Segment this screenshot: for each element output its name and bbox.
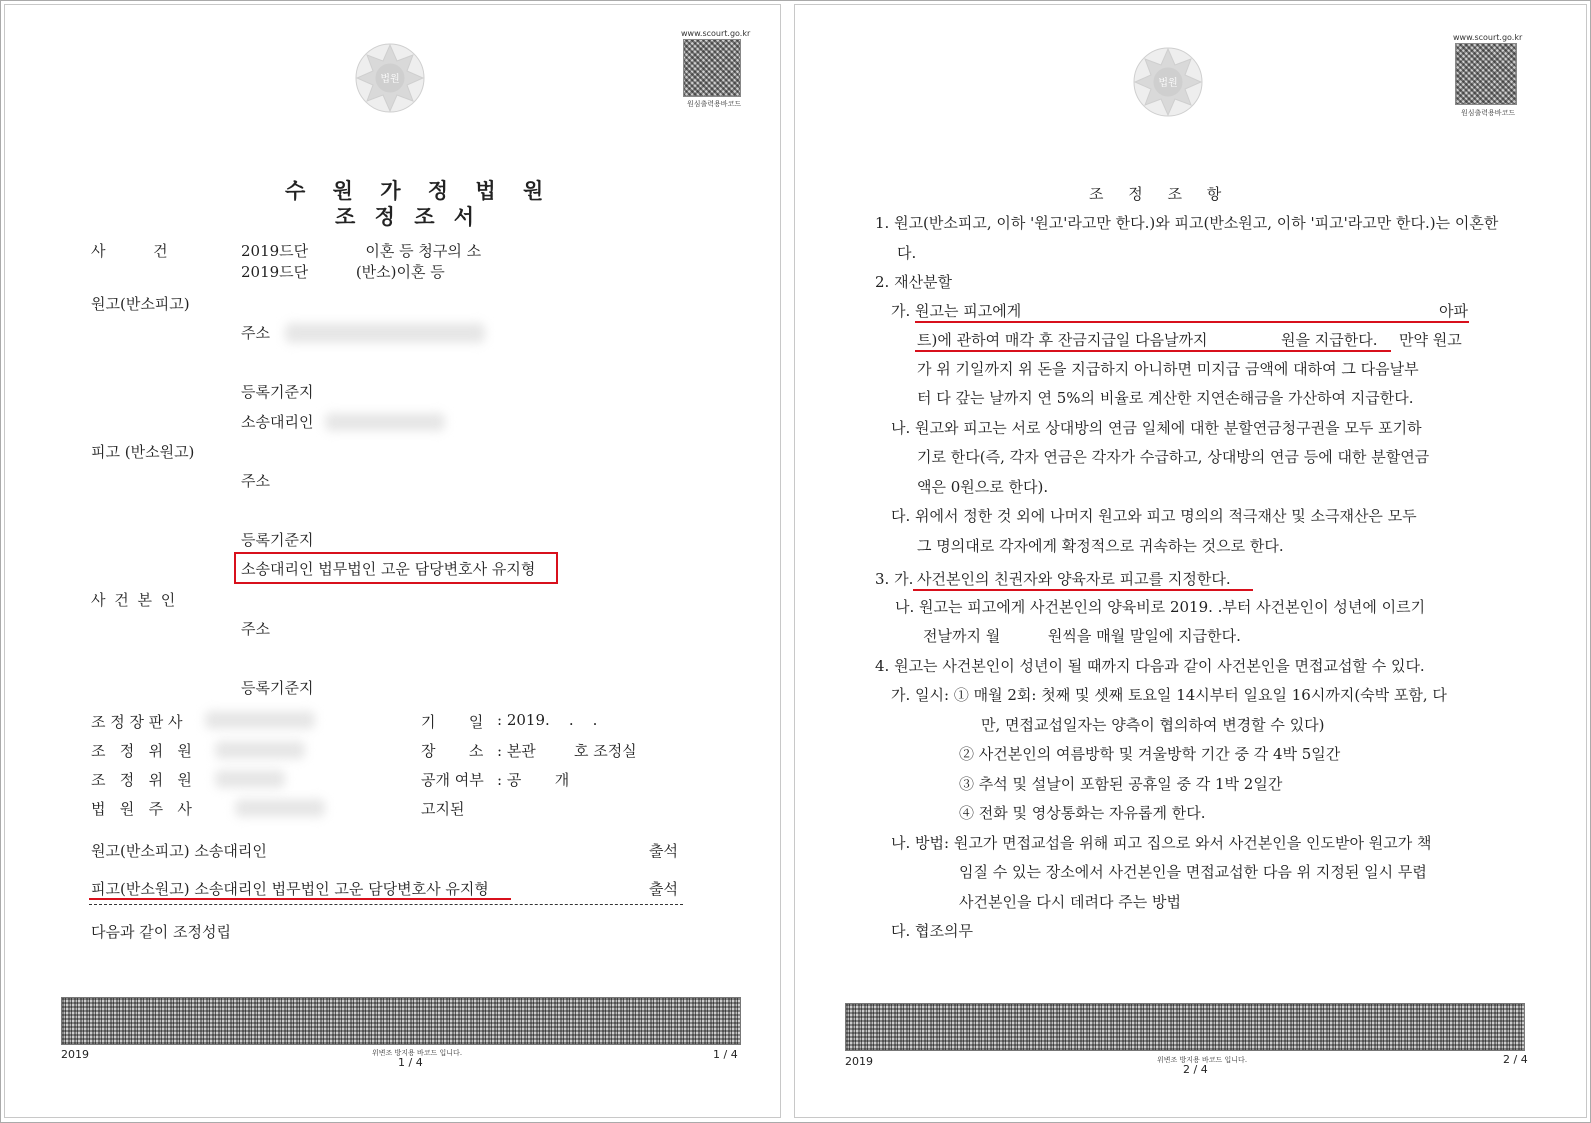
clause-line: 나. 방법: 원고가 면접교섭을 위해 피고 집으로 와서 사건본인을 인도받아 원고가 책 [891, 834, 1432, 852]
attendance-plaintiff-status: 출석 [649, 842, 678, 860]
document-title: 조 정 조 서 [335, 204, 481, 229]
qr-code-icon [1455, 43, 1517, 105]
plaintiff-address-label: 주소 [241, 324, 270, 342]
clause-line: 가 위 기일까지 위 돈을 지급하지 아니하면 미지급 금액에 대하여 그 다음날부 [917, 360, 1419, 378]
clause-line: 그 명의대로 각자에게 확정적으로 귀속하는 것으로 한다. [917, 537, 1284, 555]
clause-line: 가. 원고는 피고에게 [891, 302, 1022, 320]
clause-line: 2. 재산분할 [875, 273, 953, 291]
emblem-label: 법원 [380, 74, 400, 85]
clause-line: 사건본인의 친권자와 양육자로 피고를 지정한다. [917, 570, 1231, 588]
clause-line: 4. 원고는 사건본인이 성년이 될 때까지 다음과 같이 사건본인을 면접교섭할 수 있다. [875, 657, 1425, 675]
clause-line: ④ 전화 및 영상통화는 자유롭게 한다. [959, 804, 1206, 822]
public-value: : 공 개 [497, 771, 570, 789]
document-page-2 [794, 4, 1587, 1118]
place-label: 장 소 [421, 742, 484, 760]
place-value: : 본관 호 조정실 [497, 742, 637, 760]
attendance-defendant-status: 출석 [649, 880, 678, 898]
clause-line: 임질 수 있는 장소에서 사건본인을 면접교섭한 다음 위 지정된 일시 무렵 [959, 863, 1427, 881]
clause-line: 1. 원고(반소피고, 이하 '원고'라고만 한다.)와 피고(반소원고, 이하 '피고'라고만 한다.)는 이혼한 [875, 214, 1499, 232]
redacted-block [285, 323, 485, 343]
qr-url: www.scourt.go.kr [1453, 33, 1523, 42]
attendance-plaintiff: 원고(반소피고) 소송대리인 [91, 842, 267, 860]
clause-line: 트)에 관하여 매각 후 잔금지급일 다음날까지 [917, 331, 1208, 349]
clause-line: 원을 지급한다. [1281, 331, 1378, 349]
anti-forgery-barcode [845, 1003, 1525, 1051]
plaintiff-attorney-label: 소송대리인 [241, 413, 314, 431]
defendant-attorney: 소송대리인 법무법인 고운 담당변호사 유지형 [241, 560, 536, 578]
date-value: : 2019. . . [497, 711, 598, 729]
defendant-label: 피고 (반소원고) [91, 443, 195, 461]
underline-highlight [915, 350, 1391, 352]
underline-highlight [89, 898, 511, 900]
official-label: 법 원 주 사 [91, 800, 192, 818]
redacted-block [215, 770, 285, 788]
clause-line: 다. 위에서 정한 것 외에 나머지 원고와 피고 명의의 적극재산 및 소극재산은 모두 [891, 507, 1417, 525]
principal-domicile-label: 등록기준지 [241, 679, 314, 697]
attendance-defendant: 피고(반소원고) 소송대리인 법무법인 고운 담당변호사 유지형 [91, 880, 489, 898]
underline-highlight [915, 321, 1469, 323]
footer-year: 2019 [61, 1048, 89, 1061]
qr-caption: 원심출력용바코드 [687, 100, 742, 108]
footer-year: 2019 [845, 1055, 873, 1068]
document-page-1 [4, 4, 781, 1118]
defendant-domicile-label: 등록기준지 [241, 531, 314, 549]
qr-code-icon [683, 39, 741, 97]
anti-forgery-barcode [61, 997, 741, 1045]
clause-line: 액은 0원으로 한다). [917, 478, 1049, 496]
clause-line: 사건본인을 다시 데려다 주는 방법 [959, 893, 1181, 911]
clause-line: 기로 한다(즉, 각자 연금은 각자가 수급하고, 상대방의 연금 등에 대한 분할연금 [917, 448, 1430, 466]
emblem-label: 법원 [1158, 78, 1178, 89]
qr-url: www.scourt.go.kr [681, 29, 751, 38]
footer-barcode-note: 위변조 방지용 바코드 입니다. [372, 1049, 463, 1057]
clause-line: 터 다 갚는 날까지 연 5%의 비율로 계산한 지연손해금을 가산하여 지급한다. [917, 389, 1414, 407]
qr-caption: 원심출력용바코드 [1461, 109, 1516, 117]
defendant-address-label: 주소 [241, 472, 270, 490]
court-name-title: 수 원 가 정 법 원 [285, 178, 554, 203]
case-label: 사 건 [91, 242, 168, 260]
principal-address-label: 주소 [241, 620, 270, 638]
clause-line: 아파 [1439, 302, 1468, 320]
clause-line: 나. 원고와 피고는 서로 상대방의 연금 일체에 대한 분할연금청구권을 모두 포기하 [891, 419, 1422, 437]
clause-line: 만, 면접교섭일자는 양측이 협의하여 변경할 수 있다) [981, 716, 1325, 734]
case-number-2: 2019드단 (반소)이혼 등 [241, 263, 445, 281]
clause-line: 나. 원고는 피고에게 사건본인의 양육비로 2019. .부터 사건본인이 성년에 이르기 [895, 598, 1426, 616]
plaintiff-domicile-label: 등록기준지 [241, 383, 314, 401]
clause-line: 전날까지 월 원씩을 매월 말일에 지급한다. [923, 627, 1241, 645]
clause-line: 가. 일시: ① 매월 2회: 첫째 및 셋째 토요일 14시부터 일요일 16시까지(숙박 포함, 다 [891, 686, 1447, 704]
date-label: 기 일 [421, 713, 484, 731]
notified-label: 고지된 [421, 800, 465, 818]
redacted-block [325, 413, 445, 431]
clause-line: 다. [897, 244, 917, 262]
clause-line: ② 사건본인의 여름방학 및 겨울방학 기간 중 각 4박 5일간 [959, 745, 1341, 763]
principal-label: 사 건 본 인 [91, 591, 178, 609]
redacted-block [235, 799, 325, 817]
footer-page-center: 2 / 4 [1183, 1063, 1208, 1076]
public-label: 공개 여부 [421, 771, 484, 789]
footer-page-number: 1 / 4 [713, 1048, 738, 1061]
clause-line: ③ 추석 및 설날이 포함된 공휴일 중 각 1박 2일간 [959, 775, 1283, 793]
court-emblem-icon [1131, 45, 1205, 119]
dashed-divider [89, 904, 683, 905]
official-label: 조 정 장 판 사 [91, 713, 183, 731]
court-emblem-icon [353, 41, 427, 115]
footer-barcode-note: 위변조 방지용 바코드 입니다. [1157, 1056, 1248, 1064]
section-title: 조 정 조 항 [1089, 185, 1232, 203]
footer-page-center: 1 / 4 [398, 1056, 423, 1069]
case-number-1: 2019드단 이혼 등 청구의 소 [241, 242, 482, 260]
official-label: 조 정 위 원 [91, 771, 192, 789]
clause-line: 만약 원고 [1399, 331, 1462, 349]
conclusion-text: 다음과 같이 조정성립 [91, 923, 231, 941]
redacted-block [205, 711, 315, 729]
redacted-block [215, 741, 305, 759]
footer-page-number: 2 / 4 [1503, 1053, 1528, 1066]
official-label: 조 정 위 원 [91, 742, 192, 760]
underline-highlight [913, 589, 1253, 591]
clause-line: 3. 가. [875, 570, 914, 588]
clause-line: 다. 협조의무 [891, 922, 973, 940]
plaintiff-label: 원고(반소피고) [91, 295, 190, 313]
